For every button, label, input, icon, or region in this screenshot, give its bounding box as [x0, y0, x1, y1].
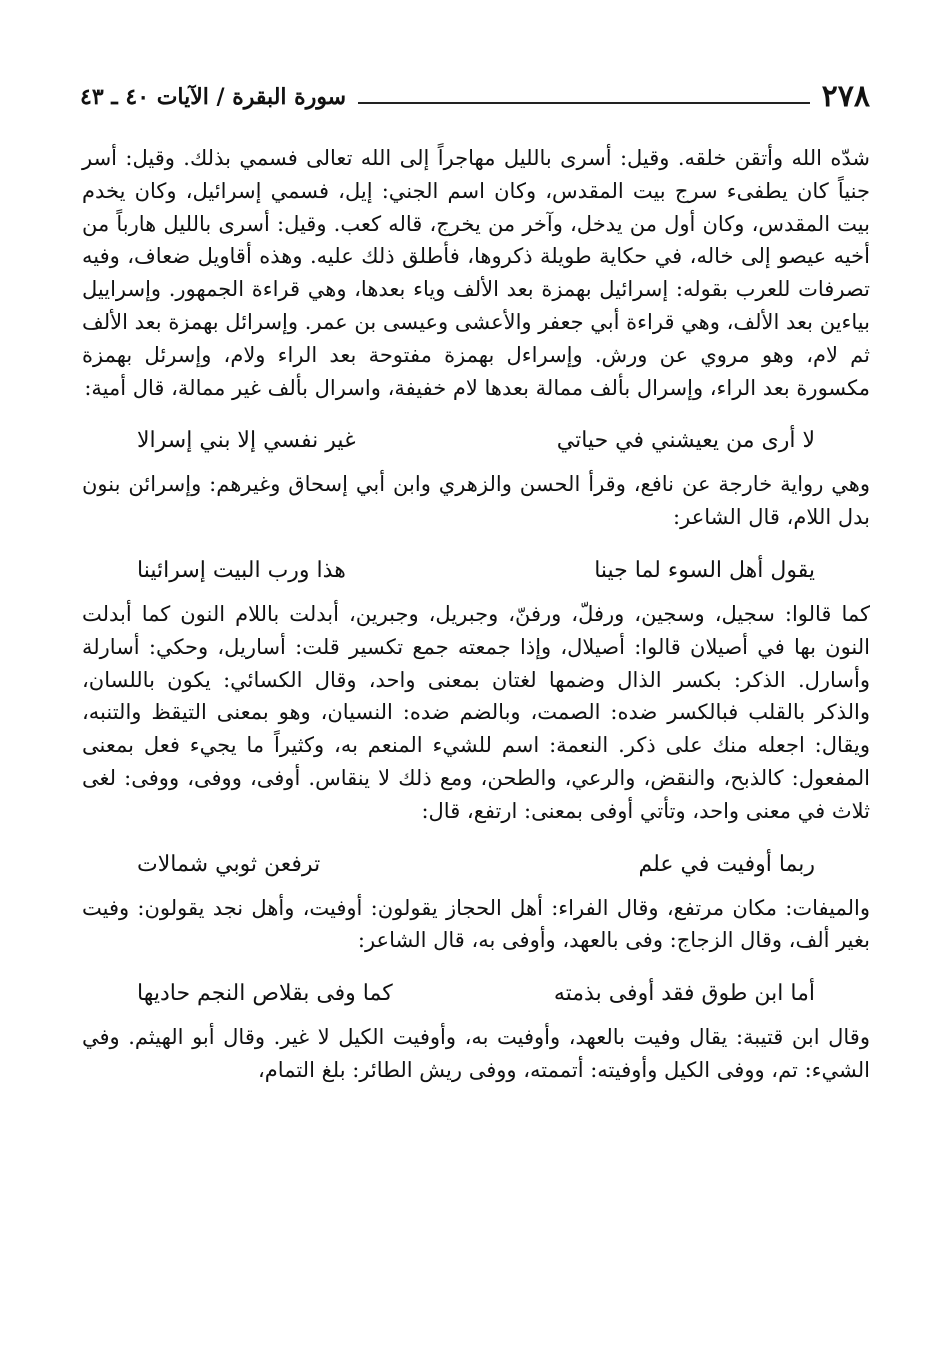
prose-paragraph: شدّه الله وأتقن خلقه. وقيل: أسرى بالليل مهاجراً إلى الله تعالى فسمي بذلك. وقيل: أسر جنياً كان يطفىء سرج بيت المقدس، وكان اسم الجني: إيل، فسمي إسرائيل، وكان يخدم بيت المقدس، وكان أول من يدخل، وآخر من يخرج، قاله كعب. وقيل: أسرى بالليل هارباً من أخيه عيصو إلى خاله، في حكاية طويلة ذكروها، فأطلق ذلك عليه. وهذه أقاويل ضعاف، وفيه تصرفات للعرب بقوله: إسرائيل بهمزة بعد الألف وياء بعدها، وهي قراءة الجمهور. وإسراييل بياءين بعد الألف، وهي قراءة أبي جعفر والأعشى وعيسى بن عمر. وإسرائل بهمزة بعد الألف ثم لام، وهو مروي عن ورش. وإسراءل بهمزة مفتوحة بعد الراء ولام، وإسرئل بهمزة مكسورة بعد الراء، وإسرال بألف ممالة بعدها لام خفيفة، واسرال بألف غير ممالة، قال أمية: — [82, 146, 870, 400]
verse-second-hemistich: كما وفى بقلاص النجم حاديها — [137, 981, 393, 1007]
verse-second-hemistich: غير نفسي إلا بني إسرالا — [137, 428, 356, 454]
page-header — [80, 72, 870, 112]
verse-first-hemistich: ربما أوفيت في علم — [638, 851, 815, 877]
header-rule — [358, 102, 810, 104]
page-number: ٢٧٨ — [821, 79, 870, 114]
poetry-verse — [137, 979, 815, 1011]
surah-title: سورة البقرة / الآيات ٤٠ ـ ٤٣ — [80, 84, 347, 110]
verse-first-hemistich: لا أرى من يعيشني في حياتي — [556, 428, 815, 454]
page-body — [82, 142, 870, 1087]
verse-first-hemistich: يقول أهل السوء لما جينا — [594, 557, 815, 583]
poetry-verse — [137, 556, 815, 588]
poetry-verse — [137, 426, 815, 458]
verse-first-hemistich: أما ابن طوق فقد أوفى بذمته — [553, 981, 815, 1007]
prose-paragraph: وقال ابن قتيبة: يقال وفيت بالعهد، وأوفيت به، وأوفيت الكيل لا غير. وقال أبو الهيثم. وفي الشيء: تم، ووفى الكيل وأوفيته: أتممته، ووفى ريش الطائر: بلغ التمام، — [82, 1025, 870, 1082]
prose-paragraph: والميفات: مكان مرتفع، وقال الفراء: أهل الحجاز يقولون: أوفيت، وأهل نجد يقولون: وفيت بغير ألف، وقال الزجاج: وفى بالعهد، وأوفى به، قال الشاعر: — [82, 895, 870, 953]
verse-second-hemistich: هذا ورب البيت إسرائينا — [137, 557, 346, 583]
prose-paragraph: كما قالوا: سجيل، وسجين، ورفلّ، ورفنّ، وجبريل، وجبرين، أبدلت باللام النون كما أبدلت النون بها في أصيلان قالوا: أصيلال، وإذا جمعته جمع تكسير قلت: أساريل، وحكي: أسارلة وأسارل. الذكر: بكسر الذال وضمها لغتان بمعنى واحد، وقال الكسائي: يكون باللسان، والذكر بالقلب فبالكسر ضده: الصمت، وبالضم ضده: النسيان، وهو بمعنى التيقظ والتنبه، ويقال: اجعله منك على ذكر. النعمة: اسم للشيء المنعم به، وكثيراً ما يجيء فعل بمعنى المفعول: كالذبح، والنقض، والرعي، والطحن، ومع ذلك لا ينقاس. أوفى، ووفى، ووفى: لغى ثلاث في معنى واحد، وتأتي أوفى بمعنى: ارتفع، قال: — [82, 601, 870, 823]
verse-second-hemistich: ترفعن ثوبي شمالات — [137, 851, 321, 877]
poetry-verse — [137, 850, 815, 882]
prose-paragraph: وهي رواية خارجة عن نافع، وقرأ الحسن والزهري وابن أبي إسحاق وغيرهم: وإسرائن بنون بدل اللام، قال الشاعر: — [82, 472, 870, 530]
